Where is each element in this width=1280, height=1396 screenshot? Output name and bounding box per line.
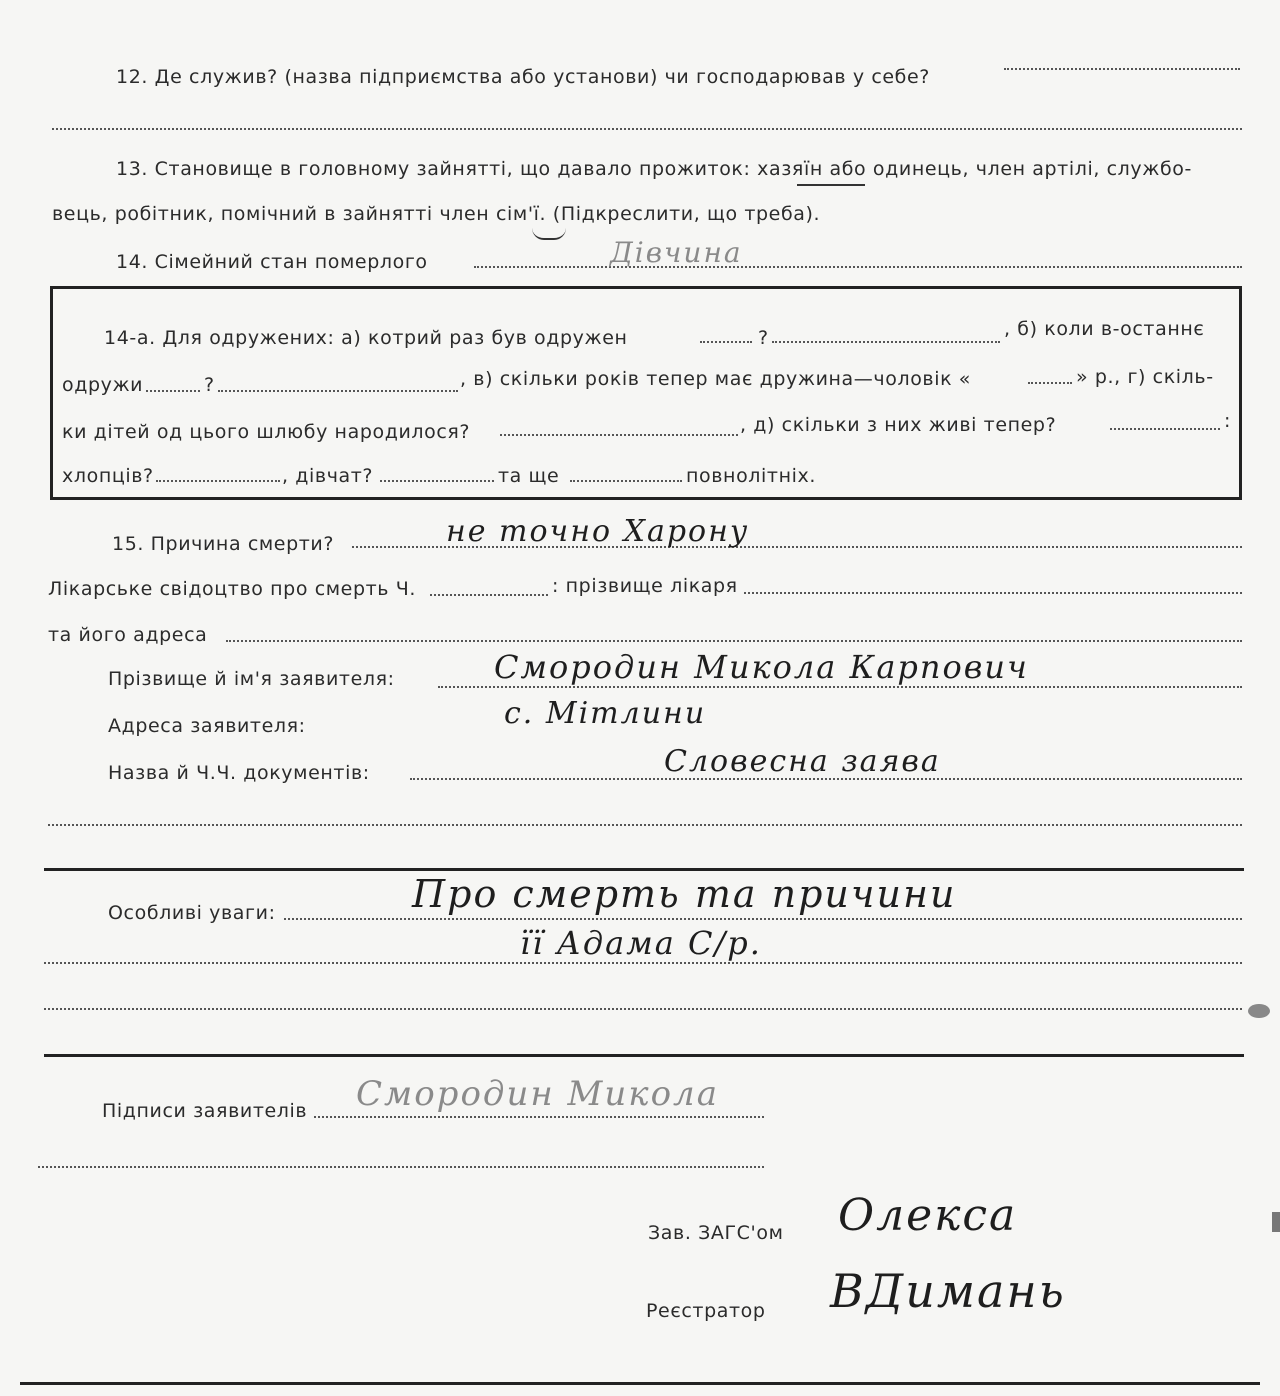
q14a-line-4d: повнолітніх. (686, 465, 816, 487)
q14a-line-3b: , д) скільки з них живі тепер? (740, 414, 1057, 436)
remarks-line-2: її Адама С/р. (520, 924, 762, 962)
q13-line-1: 13. Становище в головному зайнятті, що давало прожиток: хазяїн або одинець, член артілі, службо- (116, 158, 1192, 180)
certificate-label: Лікарське свідоцтво про смерть Ч. (48, 578, 416, 600)
q14a-fill-boys[interactable] (156, 480, 280, 482)
q14a-line-2a: одружи (62, 374, 144, 396)
q14a-line-4c: та ще (498, 465, 560, 487)
q14a-fill-1[interactable] (772, 341, 1000, 343)
section-divider-2 (44, 1054, 1244, 1057)
q14a-fill-married-when[interactable] (146, 390, 200, 392)
doctor-address-fill[interactable] (226, 640, 1242, 642)
applicant-name-value: Смородин Микола Карпович (494, 648, 1029, 686)
q14a-fill-times[interactable] (700, 341, 752, 343)
q14a-line-4a: хлопців? (62, 465, 154, 487)
q12-fill-line-2[interactable] (52, 128, 1242, 130)
q14a-line-4b: , дівчат? (282, 465, 374, 487)
zags-head-label: Зав. ЗАГС'ом (648, 1222, 784, 1244)
applicant-name-fill[interactable] (438, 686, 1242, 688)
registrar-label: Реєстратор (646, 1300, 766, 1322)
q14a-q-mark: ? (758, 327, 769, 349)
remarks-line-1: Про смерть та причини (412, 872, 957, 916)
q12-fill-line[interactable] (1004, 68, 1240, 70)
q13-line-2: вець, робітник, помічний в зайнятті член сім'ї. (Підкреслити, що треба). (52, 203, 821, 225)
doctor-fill-line[interactable] (744, 592, 1242, 594)
q14a-line-2b: , в) скільки років тепер має дружина—чоловік « (460, 368, 972, 390)
q14-label: 14. Сімейний стан померлого (116, 251, 428, 273)
applicant-signature-value: Смородин Микола (356, 1074, 719, 1114)
q14a-line-3a: ки дітей од цього шлюбу народилося? (62, 421, 471, 443)
documents-label: Назва й Ч.Ч. документів: (108, 762, 370, 784)
q14-fill-line[interactable] (474, 266, 1242, 268)
q15-value: не точно Харону (446, 514, 750, 549)
q14a-fill-adults[interactable] (570, 480, 682, 482)
documents-value: Словесна заява (664, 744, 941, 779)
q12-label: 12. Де служив? (назва підприємства або установи) чи господарював у себе? (116, 66, 930, 88)
q13-underline-mark-2 (532, 228, 566, 240)
remarks-fill-3[interactable] (44, 1008, 1242, 1010)
documents-fill-2[interactable] (48, 824, 1242, 826)
applicant-address-label: Адреса заявителя: (108, 715, 306, 737)
remarks-label: Особливі уваги: (108, 902, 276, 924)
q14a-q-mark-2: ? (204, 374, 215, 396)
applicant-address-value: с. Мітлини (504, 696, 707, 731)
q14a-fill-children[interactable] (500, 434, 738, 436)
q14a-fill-2[interactable] (218, 390, 458, 392)
q14a-line-3c: : (1224, 410, 1232, 432)
doctor-address-label: та його адреса (48, 624, 208, 646)
edge-mark (1272, 1212, 1280, 1232)
doctor-label: : прізвище лікаря (552, 575, 738, 597)
q14a-fill-spouse-age[interactable] (1028, 382, 1072, 384)
certificate-number-fill[interactable] (430, 594, 548, 596)
registrar-signature: ВДимань (830, 1264, 1066, 1318)
remarks-fill-2[interactable] (44, 962, 1242, 964)
zags-head-signature: Олекса (838, 1190, 1018, 1241)
applicant-signatures-fill-2[interactable] (38, 1166, 764, 1168)
q14a-fill-alive[interactable] (1110, 428, 1220, 430)
q14a-line-1b: , б) коли в-останнє (1004, 318, 1205, 340)
q14a-line-1a: 14-а. Для одружених: а) котрий раз був одружен (104, 327, 628, 349)
applicant-signatures-label: Підписи заявителів (102, 1100, 308, 1122)
q13-underline-mark (797, 184, 865, 186)
remarks-fill-1[interactable] (284, 918, 1242, 920)
applicant-name-label: Прізвище й ім'я заявителя: (108, 668, 395, 690)
q14a-fill-girls[interactable] (380, 480, 494, 482)
q14a-line-2c: » р., г) скіль- (1076, 366, 1214, 388)
applicant-signatures-fill[interactable] (314, 1116, 764, 1118)
bottom-rule (20, 1382, 1260, 1385)
q15-label: 15. Причина смерти? (112, 533, 335, 555)
ink-blot-mark (1248, 1004, 1270, 1018)
section-divider-1 (44, 868, 1244, 871)
q14-value: Дівчина (610, 236, 743, 269)
